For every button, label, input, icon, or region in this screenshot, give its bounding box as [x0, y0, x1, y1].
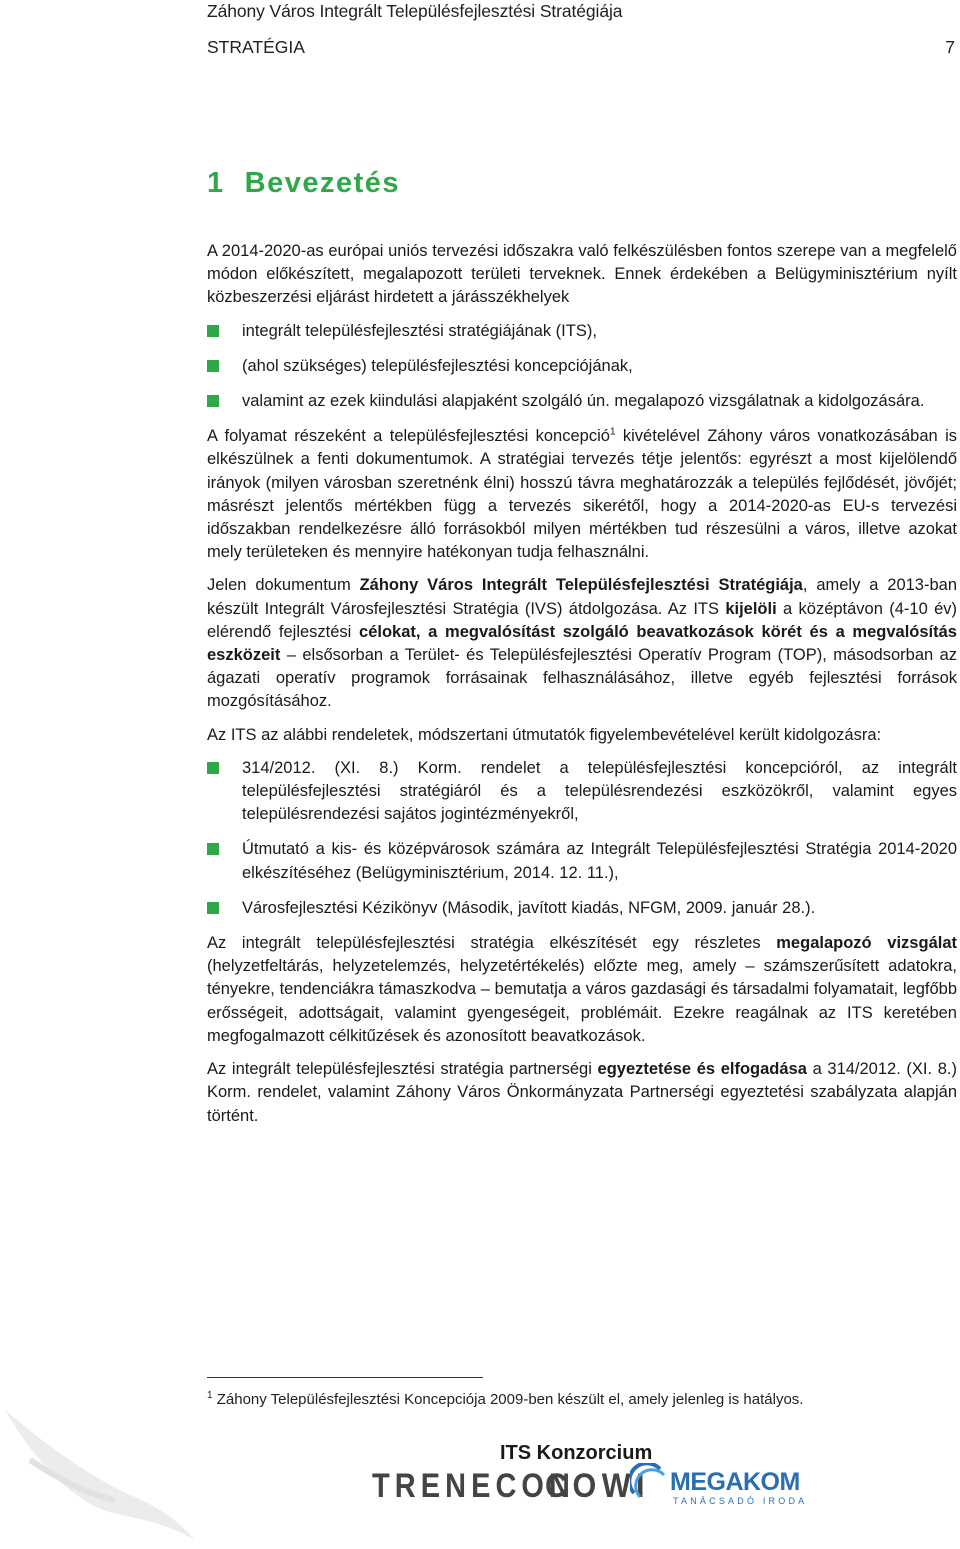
regulations-list: [207, 757, 957, 920]
footnote-reference[interactable]: 1: [609, 426, 616, 438]
megakom-mark-icon: [630, 1463, 670, 1503]
green-square-bullet-icon: [207, 843, 219, 855]
megakom-logo: MEGAKOM: [670, 1468, 800, 1496]
green-square-bullet-icon: [207, 325, 219, 337]
footnote-separator: [207, 1377, 483, 1378]
page-number: 7: [945, 37, 955, 57]
list-item: Városfejlesztési Kézikönyv (Második, javított kiadás, NFGM, 2009. január 28.).: [207, 897, 957, 920]
intro-paragraph: A 2014-2020-as európai uniós tervezési időszakra való felkészülésben fontos szerepe van a megfelelő módon előkészített, megalapozott területi terveknek. Ennek érdekében a Belügyminisztérium nyílt közbeszerzési eljárást hirdetett a járásszékhelyek: [207, 242, 957, 307]
chapter-title: Bevezetés: [244, 167, 401, 199]
list-item: Útmutató a kis- és középvárosok számára az Integrált Településfejlesztési Stratégia 2014-2020 elkészítéséhez (Belügyminisztérium, 2014. 12. 11.),: [207, 838, 957, 884]
list-item: (ahol szükséges) településfejlesztési koncepciójának,: [207, 355, 957, 378]
consortium-label: ITS Konzorcium: [500, 1442, 653, 1464]
green-square-bullet-icon: [207, 395, 219, 407]
document-purpose-paragraph: Jelen dokumentum Záhony Város Integrált Településfejlesztési Stratégiája, amely a 2013-ban készült Integrált Városfejlesztési Stratégia (IVS) átdolgozása. Az ITS kijelöli a középtávon (4-10 év) elérendő fejlesztési célokat, a megvalósítást szolgáló beavatkozások körét és a megvalósítás eszközeit – elsősorban a Terület- és Településfejlesztési Operatív Program (TOP), másodsorban az ágazati operatív programok forrásainak felhasználásához, illetve egyéb fejlesztési források mozgósításához.: [207, 576, 957, 711]
partnership-paragraph: Az integrált településfejlesztési stratégia partnerségi egyeztetése és elfogadása a 314/2012. (XI. 8.) Korm. rendelet, valamint Záhony Város Önkormányzata Partnerségi egyeztetési szabályzata alapján történt.: [207, 1060, 958, 1125]
green-square-bullet-icon: [207, 902, 219, 914]
deliverables-list: [207, 320, 957, 414]
footnote: $^1$ Záhony Településfejlesztési Koncepciója 2009-ben készült el, amely jelenleg is hatályos.: [207, 1390, 804, 1408]
running-header-title: Záhony Város Integrált Településfejlesztési Stratégiája: [207, 1, 623, 21]
process-paragraph: A folyamat részeként a településfejlesztési koncepció$^1$ kivételével Záhony város vonatkozásában is elkészülnek a fenti dokumentumok. A stratégiai tervezés tétje jelentős: egyrészt a most kijelölendő irányok (milyen városban szeretnénk élni) hosszú távra meghatározzák a település fejlődését, jövőjét; másrészt jelentős mértékben függ a tervezés sikerétől, hogy a 2014-2020-as EU-s tervezési időszakban rendelkezésre álló forrásokból milyen mértékben tud részesülni a város, illetve azokat mely területeken és mennyire hatékonyan tudja felhasználni.: [207, 426, 957, 562]
list-item: 314/2012. (XI. 8.) Korm. rendelet a településfejlesztési koncepcióról, az integrált településfejlesztési stratégiáról és a településrendezési eszközökről, valamint egyes településrendezési sajátos jogintézményekről,: [207, 757, 957, 827]
megakom-logo-subtitle: TANÁCSADÓ IRODA: [673, 1496, 808, 1506]
running-header-section: STRATÉGIA: [207, 37, 305, 57]
green-square-bullet-icon: [207, 360, 219, 372]
green-square-bullet-icon: [207, 762, 219, 774]
cowi-logo: COWI: [545, 1467, 650, 1505]
bird-watermark-icon: [0, 1400, 200, 1549]
regulations-intro-paragraph: Az ITS az alábbi rendeletek, módszertani útmutatók figyelembevételével került kidolgozásra:: [207, 725, 882, 744]
list-item: integrált településfejlesztési stratégiájának (ITS),: [207, 320, 957, 343]
document-body: [207, 240, 957, 1138]
chapter-number: 1: [207, 167, 225, 199]
chapter-heading: [207, 167, 400, 200]
trenecon-logo: TRENECON: [372, 1467, 575, 1505]
baseline-study-paragraph: Az integrált településfejlesztési stratégia elkészítését egy részletes megalapozó vizsgálat (helyzetfeltárás, helyzetelemzés, helyzetértékelés) előzte meg, amely – számszerűsített adatokra, tényekre, tendenciákra támaszkodva – bemutatja a város gazdasági és társadalmi folyamatait, legfőbb erősségeit, adottságait, valamint gyengeségeit, problémáit. Ezekre reagálnak az ITS keretében megfogalmazott célkitűzések és azonosított beavatkozások.: [207, 934, 957, 1045]
list-item: valamint az ezek kiindulási alapjaként szolgáló ún. megalapozó vizsgálatnak a kidolgozására.: [207, 390, 957, 413]
